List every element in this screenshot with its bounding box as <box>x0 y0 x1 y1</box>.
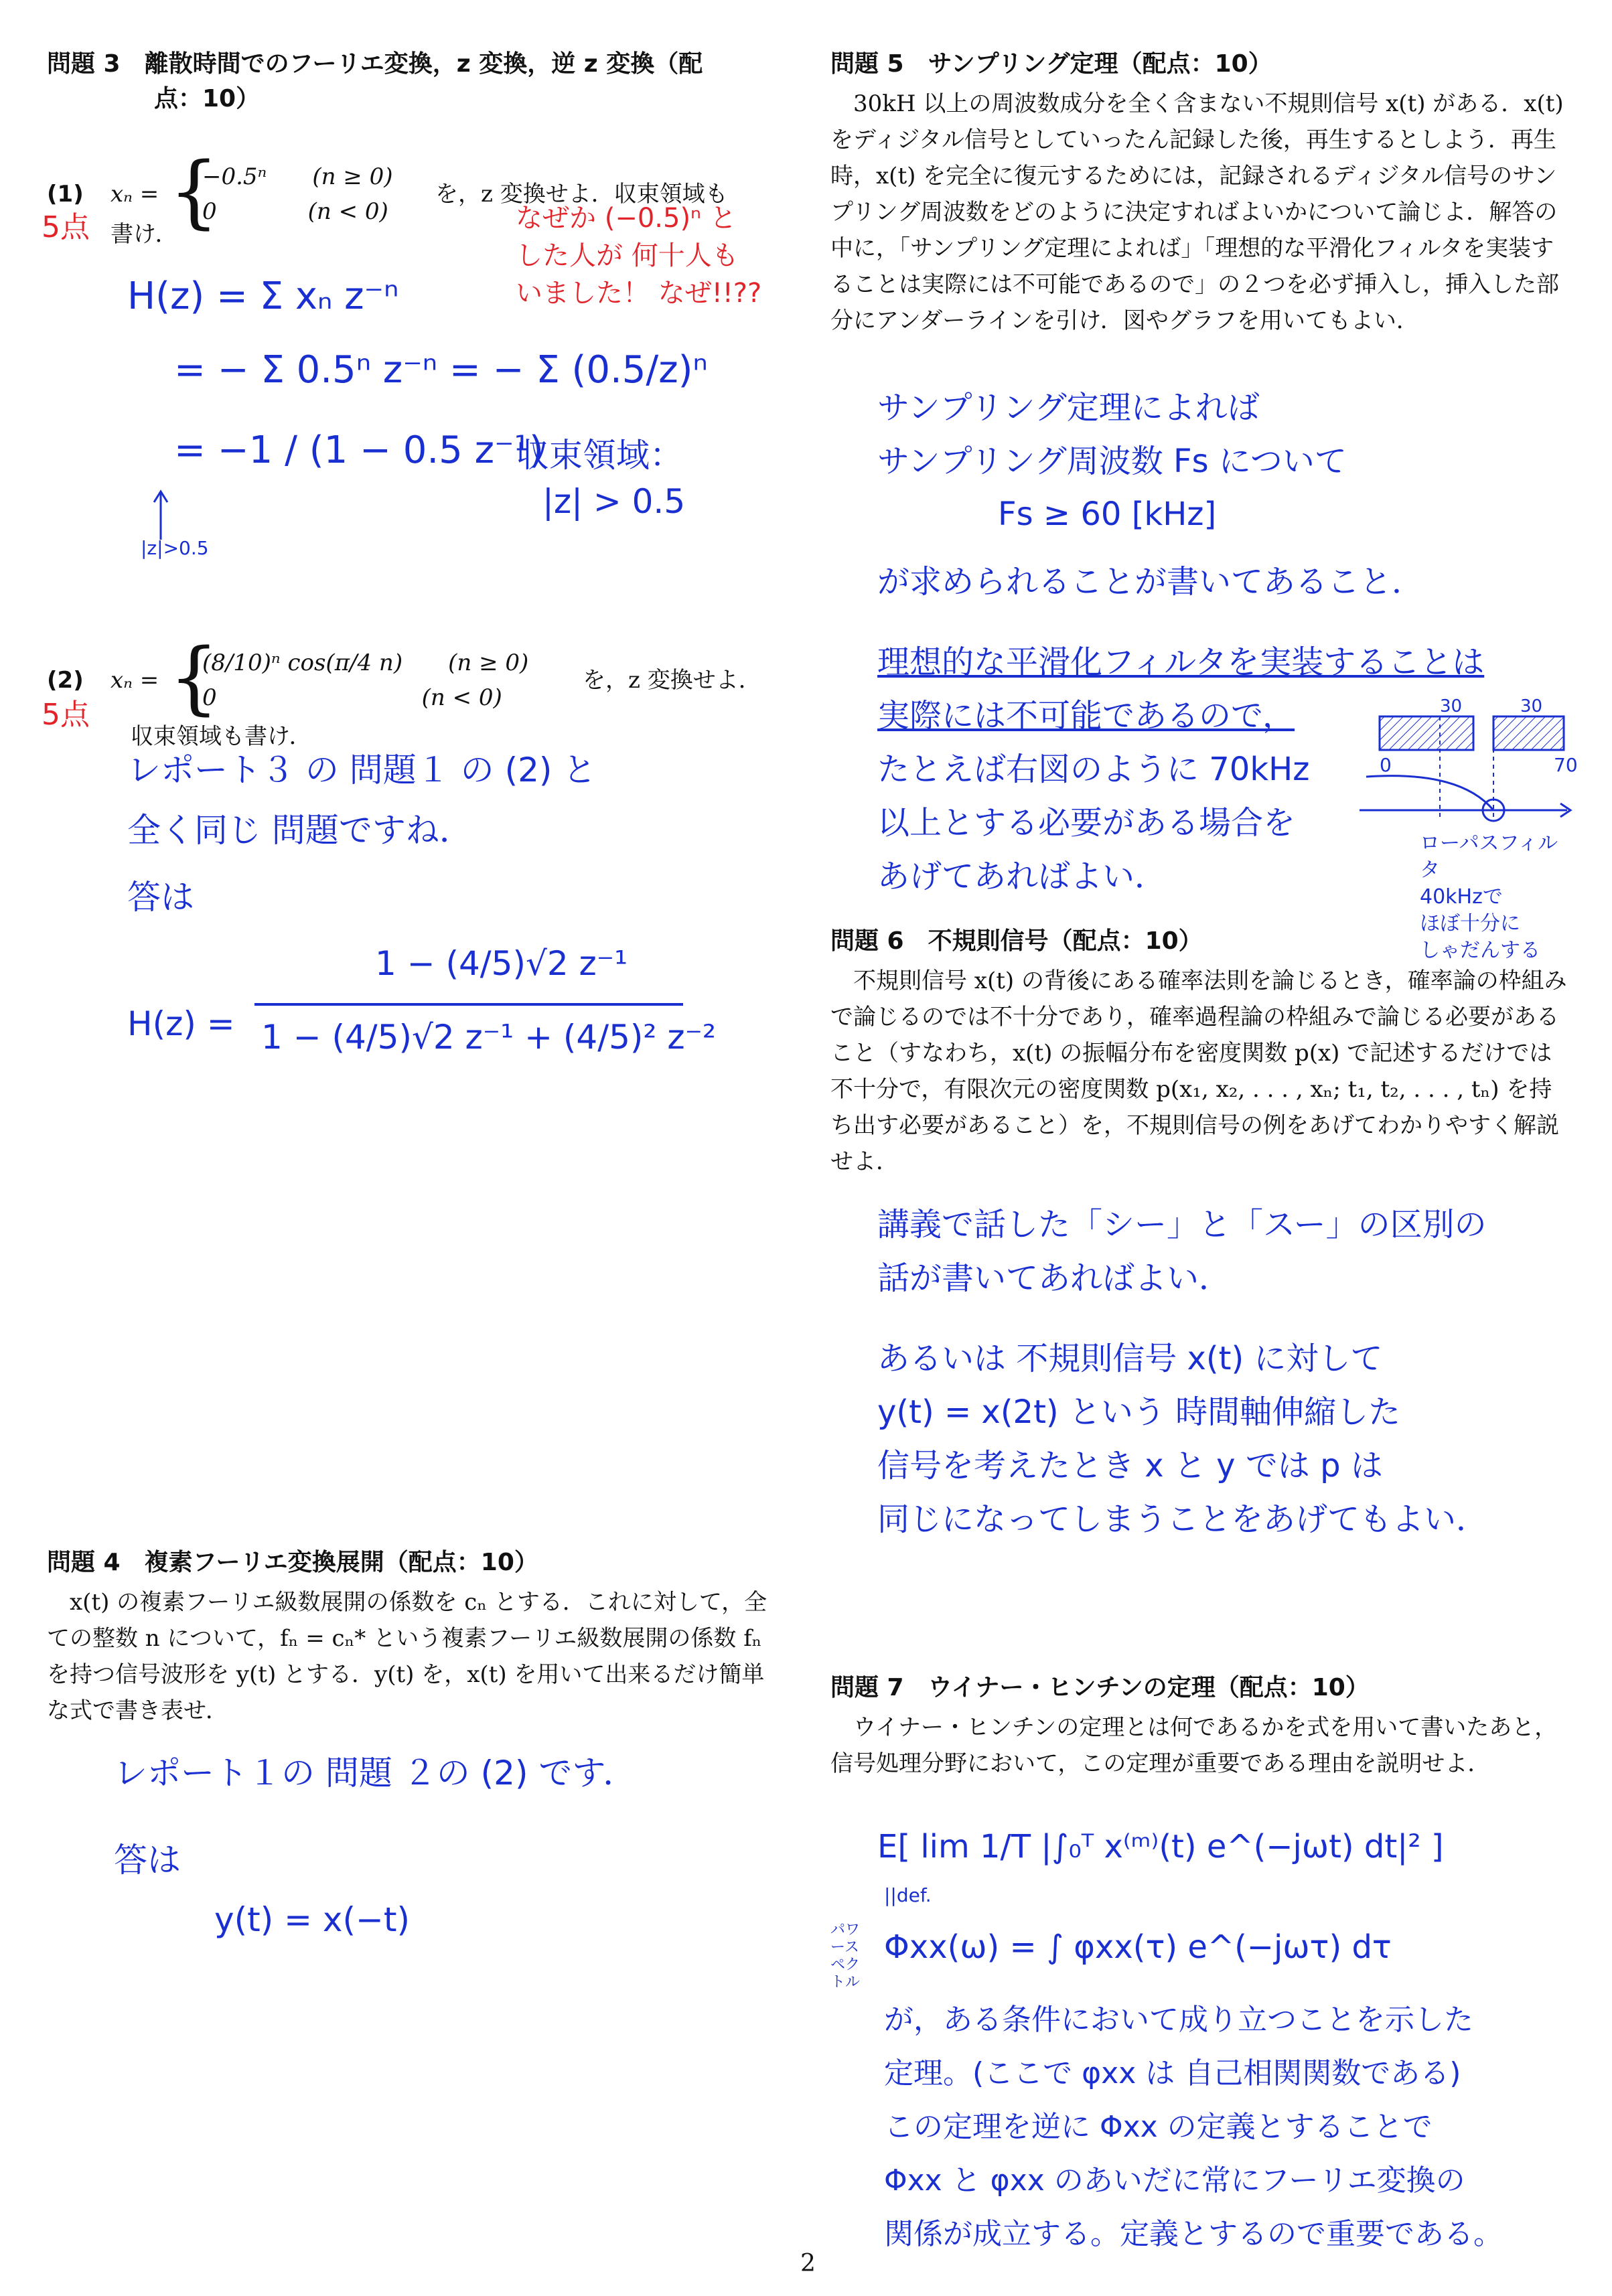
q3-p2-brace: { <box>169 631 220 723</box>
hw-line: = −1 / (1 − 0.5 z⁻¹) <box>174 429 544 472</box>
hw-line: パワースペクトル <box>830 1922 861 1991</box>
hw-line: 関係が成立する。定義とするので重要である。 <box>884 2217 1503 2251</box>
hw-line: H(z) = Σ xₙ z⁻ⁿ <box>127 275 399 318</box>
hw-line: Fs ≥ 60 [kHz] <box>998 495 1217 533</box>
hw-line: 収束領域： <box>516 436 683 475</box>
hw-line: Φxx(ω) = ∫ φxx(τ) e^(−jωτ) dτ <box>884 1928 1392 1966</box>
hw-line: 1 − (4/5)√2 z⁻¹ + (4/5)² z⁻² <box>261 1018 717 1057</box>
fig-note-line: しゃだんする <box>1420 939 1540 962</box>
spectrum-sketch <box>1360 703 1574 837</box>
hw-line: あるいは 不規則信号 x(t) に対して <box>877 1340 1383 1377</box>
q5-body: 30kH 以上の周波数成分を全く含まない不規則信号 x(t) がある．x(t) をディジタル信号としていったん記録した後，再生するとしよう．再生時，x(t) を完全に復元するためには，記録されるディジタル信号のサンプリング周波数をどのように決定すればよいかについて論じよ．解答の中に，「サンプリング定理によれば」「理想的な平滑化フィルタを実装することは実際には不可能であるので」の２つを必ず挿入し，挿入した部分にアンダーラインを引け．図やグラフを用いてもよい． <box>830 90 1564 334</box>
q3-title-text: 問題 3 離散時間でのフーリエ変換，z 変換，逆 z 変換（配 <box>47 50 703 78</box>
hw-line: サンプリング周波数 Fs について <box>877 443 1347 480</box>
q7-section <box>830 1671 1574 1782</box>
hw-line: レポート１の 問題 ２の (2) です． <box>114 1754 637 1792</box>
right-column <box>830 47 1578 2251</box>
fig-label-30a: 30 <box>1440 696 1463 716</box>
fraction-bar <box>254 1001 683 1008</box>
hw-line: 信号を考えたとき x と y では p は <box>877 1447 1383 1484</box>
red-note-line: した人が 何十人も <box>516 240 739 271</box>
hw-line: この定理を逆に Φxx の定義とすることで <box>884 2110 1433 2144</box>
hw-line: サンプリング定理によれば <box>877 389 1260 427</box>
q3-p2-case1: (8/10)ⁿ cos(π/4 n) (n ≥ 0) <box>202 649 529 676</box>
hw-line: H(z) = <box>127 1004 235 1043</box>
q6-title: 問題 6 不規則信号（配点：10） <box>830 927 1203 955</box>
hw-line: あげてあればよい． <box>877 858 1167 895</box>
hw-line: 同じになってしまうことをあげてもよい． <box>877 1501 1489 1538</box>
q3-p1-case1: −0.5ⁿ (n ≥ 0) <box>202 163 393 190</box>
q3-p1-brace: { <box>169 145 220 237</box>
red-note-line: なぜか (−0.5)ⁿ と <box>516 203 737 234</box>
q3-p1-lhs: xₙ = <box>111 181 159 208</box>
fig-note-line: ほぼ十分に <box>1420 912 1520 935</box>
hw-line: ||def. <box>884 1884 932 1906</box>
hw-line: 話が書いてあればよい． <box>877 1259 1232 1297</box>
q3-p1-label: (1) <box>47 181 84 208</box>
q6-body: 不規則信号 x(t) の背後にある確率法則を論じるとき，確率論の枠組みで論じるのでは不十分であり，確率過程論の枠組みで論じる必要があること（すなわち，x(t) の振幅分布を密度関数 p(x) で記述するだけでは不十分で，有限次元の密度関数 p(x₁, x₂, . . . , xₙ; t₁, t₂, . . . , tₙ) を持ち出す必要があること）を，不規則信号の例をあげてわかりやすく解説せよ． <box>830 968 1567 1175</box>
q3-p2-label: (2) <box>47 667 84 694</box>
q4-title: 問題 4 複素フーリエ変換展開（配点：10） <box>47 1549 538 1576</box>
q4-body: x(t) の複素フーリエ級数展開の係数を cₙ とする．これに対して，全ての整数 n について，fₙ = cₙ* という複素フーリエ級数展開の係数 fₙ を持つ信号波形を y(t) とする．y(t) を，x(t) を用いて出来るだけ簡単な式で書き表せ． <box>47 1589 767 1724</box>
hw-line: |z|>0.5 <box>141 537 209 559</box>
fig-label-70: 70 <box>1554 754 1578 776</box>
hw-line: |z| > 0.5 <box>542 482 686 521</box>
hw-line: が求められることが書いてあること． <box>877 563 1424 601</box>
q3-p1-text: を，z 変換せよ．収束領域も <box>435 181 728 208</box>
fig-label-30b: 30 <box>1520 696 1543 716</box>
hw-line: 理想的な平滑化フィルタを実装することは <box>877 643 1485 681</box>
q3-p2-score: 5点 <box>42 698 90 732</box>
hw-line: 答は <box>114 1841 181 1880</box>
up-arrow-icon <box>147 487 174 541</box>
page-number: 2 <box>800 2250 816 2277</box>
fig-note-line: 40kHzで <box>1420 885 1503 909</box>
hw-line: 以上とする必要がある場合を <box>877 804 1296 842</box>
q4-section <box>47 1545 784 1729</box>
q3-title <box>47 47 784 117</box>
hw-line: y(t) = x(−t) <box>214 1900 410 1939</box>
q3-title-cont: 点：10） <box>154 85 261 112</box>
hw-line: 答は <box>127 878 194 917</box>
q6-section <box>830 924 1574 1180</box>
q3-p2-lhs: xₙ = <box>111 667 159 694</box>
q3-p2-case2: 0 (n < 0) <box>202 684 502 711</box>
hw-line: 講義で話した「シー」と「スー」の区別の <box>877 1206 1487 1243</box>
q7-body: ウイナー・ヒンチンの定理とは何であるかを式を用いて書いたあと，信号処理分野において，この定理が重要である理由を説明せよ． <box>830 1714 1558 1777</box>
q7-answer <box>830 1828 1574 2283</box>
fig-note-line: ローパスフィルタ <box>1420 832 1558 882</box>
q3-p1-score: 5点 <box>42 210 90 244</box>
hw-line: 1 − (4/5)√2 z⁻¹ <box>375 944 628 983</box>
q6-answer <box>877 1199 1574 1547</box>
q3-p2-text: を，z 変換せよ． <box>583 667 761 694</box>
q3-part2 <box>42 631 784 750</box>
hw-line: y(t) = x(2t) という 時間軸伸縮した <box>877 1393 1401 1431</box>
hw-line: 実際には不可能であるので， <box>877 697 1295 735</box>
hw-line: = − Σ 0.5ⁿ z⁻ⁿ = − Σ (0.5/z)ⁿ <box>174 348 708 392</box>
hw-line: 定理。(ここで φxx は 自己相関関数である) <box>884 2056 1461 2090</box>
fig-label-0: 0 <box>1380 754 1392 776</box>
q3-p2-answer <box>127 743 797 1132</box>
hw-line: レポート３ の 問題１ の (2) と <box>127 751 597 789</box>
q5-figure <box>1360 696 1578 962</box>
hw-line: Φxx と φxx のあいだに常にフーリエ変換の <box>884 2163 1465 2198</box>
hw-line: たとえば右図のように 70kHz <box>877 751 1310 788</box>
q5-title: 問題 5 サンプリング定理（配点：10） <box>830 50 1272 78</box>
q3-p2-text-next: 収束領域も書け． <box>131 723 312 750</box>
q3-p1-text-next: 書け． <box>111 221 178 248</box>
q3-p1-answer <box>127 275 797 583</box>
hw-line: E[ lim 1/T |∫₀ᵀ x⁽ᵐ⁾(t) e^(−jωt) dt|² ] <box>877 1828 1444 1865</box>
red-note-line: いました！ なぜ!!?? <box>516 278 762 309</box>
hw-line: が，ある条件において成り立つことを示した <box>884 2003 1473 2037</box>
q3-p1-case2: 0 (n < 0) <box>202 198 388 225</box>
left-column <box>42 47 784 1939</box>
q4-answer <box>114 1746 784 2014</box>
hw-line: 全く同じ 問題ですね． <box>127 811 473 850</box>
q7-title: 問題 7 ウイナー・ヒンチンの定理（配点：10） <box>830 1674 1370 1701</box>
